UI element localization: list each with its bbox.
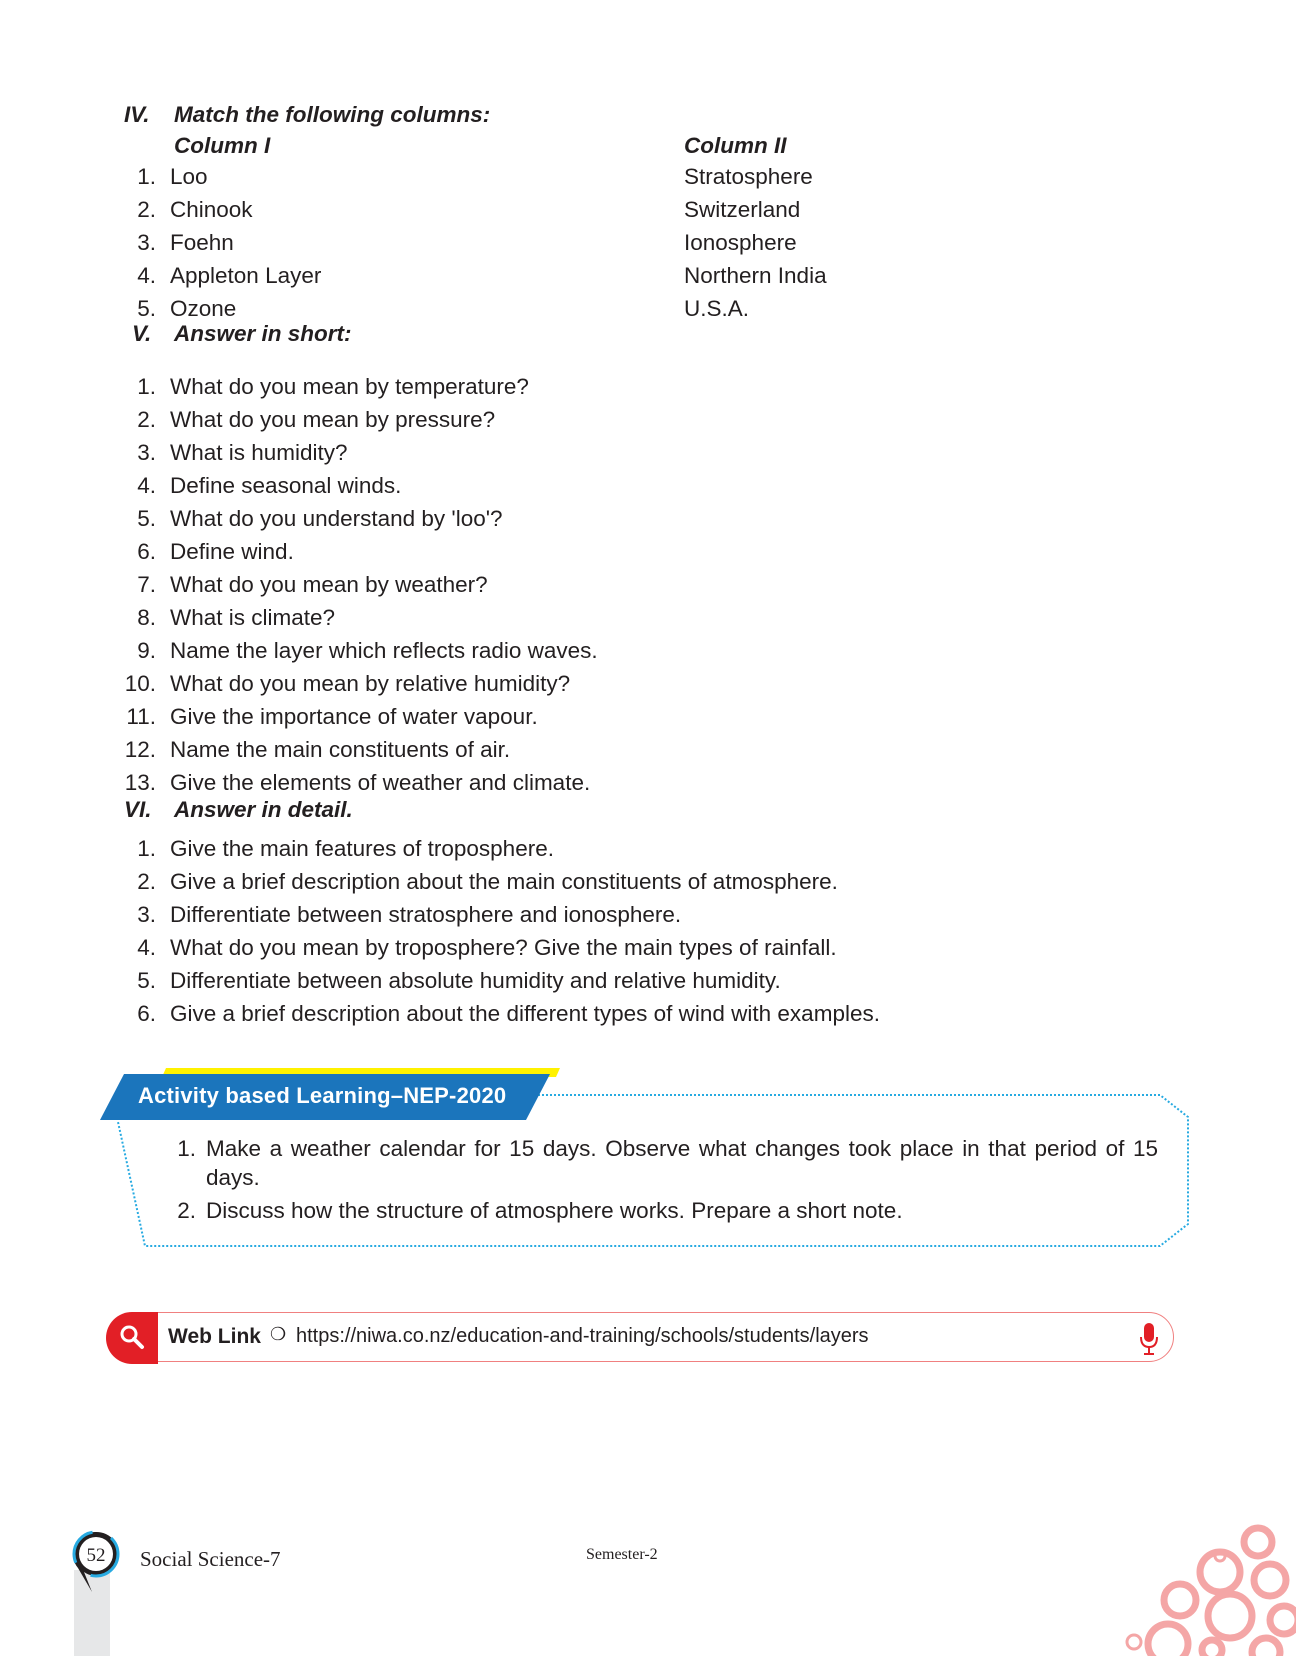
section-iv-numeral: IV. — [124, 102, 150, 127]
question-number: 5. — [137, 968, 156, 993]
match-column-ii-item: Ionosphere — [684, 230, 797, 255]
question-text: Differentiate between stratosphere and ionosphere. — [170, 902, 682, 927]
question-number: 1. — [137, 836, 156, 861]
match-row-number: 1. — [137, 164, 156, 189]
match-row-number: 5. — [137, 296, 156, 321]
question-number: 1. — [137, 374, 156, 399]
question-text: Name the layer which reflects radio waves. — [170, 638, 598, 663]
match-row-number: 2. — [137, 197, 156, 222]
column-i-label: Column I — [174, 133, 271, 158]
web-link-label: Web Link — [168, 1325, 261, 1348]
section-vi-numeral: VI. — [124, 797, 152, 822]
microphone-icon[interactable] — [1138, 1322, 1160, 1361]
web-link-bar[interactable] — [106, 1312, 1174, 1362]
match-row-number: 3. — [137, 230, 156, 255]
question-number: 12. — [124, 737, 156, 762]
question-text: Give the main features of troposphere. — [170, 836, 554, 861]
match-row-number: 4. — [137, 263, 156, 288]
match-column-ii-item: Stratosphere — [684, 164, 813, 189]
question-number: 11. — [126, 704, 156, 729]
section-vi-title: Answer in detail. — [174, 797, 353, 822]
section-v-numeral: V. — [132, 321, 152, 346]
question-number: 4. — [137, 473, 156, 498]
question-text: Name the main constituents of air. — [170, 737, 511, 762]
question-text: What is humidity? — [170, 440, 348, 465]
question-number: 8. — [137, 605, 156, 630]
match-column-ii-item: U.S.A. — [684, 296, 750, 321]
column-ii-label: Column II — [684, 133, 787, 158]
match-column-i-item: Loo — [170, 164, 208, 189]
activity-item-number: 1. — [177, 1136, 196, 1161]
question-text: Differentiate between absolute humidity and relative humidity. — [170, 968, 781, 993]
activity-item-number: 2. — [177, 1198, 196, 1223]
question-number: 3. — [137, 440, 156, 465]
match-column-i-item: Chinook — [170, 197, 253, 222]
question-text: What do you mean by relative humidity? — [170, 671, 571, 696]
question-text: What do you mean by temperature? — [170, 374, 529, 399]
question-text: Define seasonal winds. — [170, 473, 402, 498]
question-text: Define wind. — [170, 539, 294, 564]
question-number: 4. — [137, 935, 156, 960]
web-link-url[interactable]: https://niwa.co.nz/education-and-training/schools/students/layers — [296, 1325, 869, 1347]
section-iv-title: Match the following columns: — [174, 102, 491, 127]
question-number: 6. — [137, 1001, 156, 1026]
question-text: Give a brief description about the main constituents of atmosphere. — [170, 869, 838, 894]
match-column-i-item: Ozone — [170, 296, 237, 321]
question-number: 5. — [137, 506, 156, 531]
activity-box — [100, 1062, 1200, 1252]
activity-item-text: Make a weather calendar for 15 days. Observe what changes took place in that period of 15 days. — [206, 1136, 1158, 1190]
question-text: What do you mean by weather? — [170, 572, 488, 597]
question-text: What do you understand by 'loo'? — [170, 506, 503, 531]
question-text: Give the importance of water vapour. — [170, 704, 538, 729]
section-v-title: Answer in short: — [174, 321, 352, 346]
question-text: Give a brief description about the different types of wind with examples. — [170, 1001, 880, 1026]
question-number: 6. — [137, 539, 156, 564]
match-column-i-item: Appleton Layer — [170, 263, 322, 288]
match-column-ii-item: Switzerland — [684, 197, 801, 222]
question-text: Give the elements of weather and climate. — [170, 770, 591, 795]
activity-title: Activity based Learning–NEP-2020 — [138, 1083, 507, 1108]
question-number: 9. — [137, 638, 156, 663]
question-text: What do you mean by troposphere? Give the main types of rainfall. — [170, 935, 837, 960]
match-column-i-item: Foehn — [170, 230, 234, 255]
web-link-bullet: ❍ — [270, 1324, 287, 1344]
question-number: 2. — [137, 869, 156, 894]
match-column-ii-item: Northern India — [684, 263, 827, 288]
page-number: 52 — [86, 1545, 106, 1566]
question-number: 10. — [124, 671, 156, 696]
book-title: Social Science-7 — [140, 1547, 281, 1571]
search-icon[interactable] — [106, 1312, 158, 1364]
question-text: What do you mean by pressure? — [170, 407, 496, 432]
semester-label: Semester-2 — [586, 1546, 658, 1563]
decorative-bubbles — [1120, 1520, 1296, 1656]
question-number: 13. — [124, 770, 156, 795]
question-number: 2. — [137, 407, 156, 432]
question-number: 3. — [137, 902, 156, 927]
question-number: 7. — [137, 572, 156, 597]
activity-item-text: Discuss how the structure of atmosphere works. Prepare a short note. — [206, 1198, 903, 1223]
question-text: What is climate? — [170, 605, 336, 630]
